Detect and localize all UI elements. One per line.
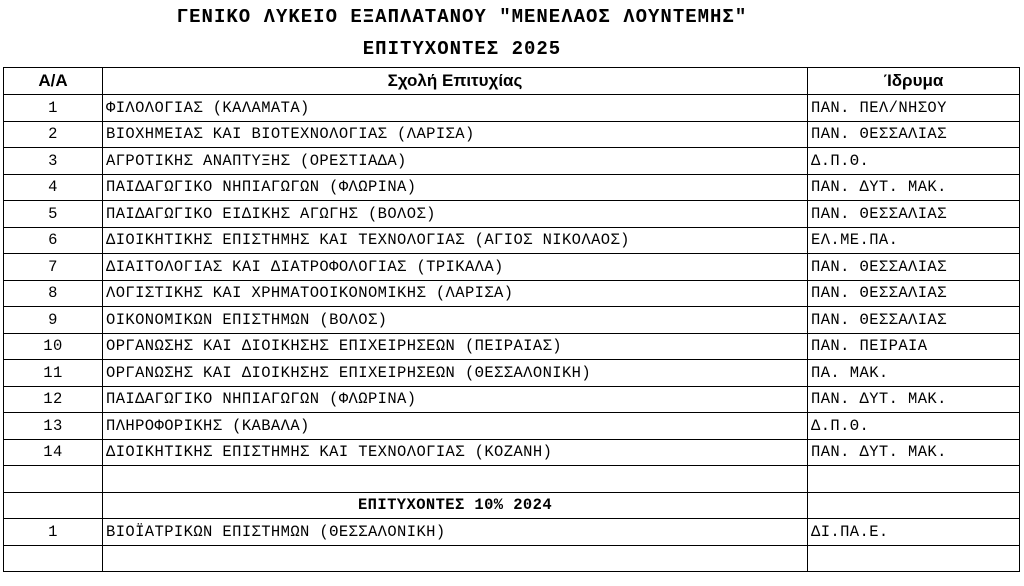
section-header-row bbox=[4, 492, 1020, 519]
row-number: 1 bbox=[4, 519, 103, 546]
row-number: 13 bbox=[4, 413, 103, 440]
column-header-institution: Ίδρυμα bbox=[808, 68, 1020, 95]
school-name: ΠΛΗΡΟΦΟΡΙΚΗΣ (ΚΑΒΑΛΑ) bbox=[103, 413, 808, 440]
table-row bbox=[4, 227, 1020, 254]
empty-cell bbox=[103, 545, 808, 572]
row-number: 11 bbox=[4, 360, 103, 387]
school-name: ΟΙΚΟΝΟΜΙΚΩΝ ΕΠΙΣΤΗΜΩΝ (ΒΟΛΟΣ) bbox=[103, 307, 808, 334]
table-row bbox=[4, 174, 1020, 201]
empty-cell bbox=[4, 492, 103, 519]
table-row bbox=[4, 519, 1020, 546]
table-row bbox=[4, 121, 1020, 148]
institution-name: ΠΑΝ. ΠΕΙΡΑΙΑ bbox=[808, 333, 1020, 360]
row-number: 8 bbox=[4, 280, 103, 307]
column-header-school: Σχολή Επιτυχίας bbox=[103, 68, 808, 95]
empty-cell bbox=[103, 466, 808, 493]
row-number: 12 bbox=[4, 386, 103, 413]
institution-name: ΠΑΝ. ΘΕΣΣΑΛΙΑΣ bbox=[808, 121, 1020, 148]
row-number: 1 bbox=[4, 95, 103, 122]
school-name: ΒΙΟΧΗΜΕΙΑΣ ΚΑΙ ΒΙΟΤΕΧΝΟΛΟΓΙΑΣ (ΛΑΡΙΣΑ) bbox=[103, 121, 808, 148]
institution-name: ΠΑΝ. ΘΕΣΣΑΛΙΑΣ bbox=[808, 280, 1020, 307]
table-row bbox=[4, 148, 1020, 175]
empty-row bbox=[4, 466, 1020, 493]
school-name: ΠΑΙΔΑΓΩΓΙΚΟ ΕΙΔΙΚΗΣ ΑΓΩΓΗΣ (ΒΟΛΟΣ) bbox=[103, 201, 808, 228]
table-row bbox=[4, 201, 1020, 228]
school-name: ΟΡΓΑΝΩΣΗΣ ΚΑΙ ΔΙΟΙΚΗΣΗΣ ΕΠΙΧΕΙΡΗΣΕΩΝ (ΘΕΣΣΑΛΟΝΙΚΗ) bbox=[103, 360, 808, 387]
section-2024-label: ΕΠΙΤΥΧΟΝΤΕΣ 10% 2024 bbox=[103, 492, 808, 519]
empty-row bbox=[4, 545, 1020, 572]
document-subtitle: ΕΠΙΤΥΧΟΝΤΕΣ 2025 bbox=[362, 38, 562, 60]
table-row bbox=[4, 280, 1020, 307]
table-row bbox=[4, 333, 1020, 360]
school-name: ΑΓΡΟΤΙΚΗΣ ΑΝΑΠΤΥΞΗΣ (ΟΡΕΣΤΙΑΔΑ) bbox=[103, 148, 808, 175]
empty-cell bbox=[4, 466, 103, 493]
school-name: ΔΙΟΙΚΗΤΙΚΗΣ ΕΠΙΣΤΗΜΗΣ ΚΑΙ ΤΕΧΝΟΛΟΓΙΑΣ (ΚΟΖΑΝΗ) bbox=[103, 439, 808, 466]
empty-cell bbox=[4, 545, 103, 572]
table-row bbox=[4, 386, 1020, 413]
row-number: 3 bbox=[4, 148, 103, 175]
table-header-row bbox=[4, 68, 1020, 95]
row-number: 14 bbox=[4, 439, 103, 466]
school-name: ΠΑΙΔΑΓΩΓΙΚΟ ΝΗΠΙΑΓΩΓΩΝ (ΦΛΩΡΙΝΑ) bbox=[103, 174, 808, 201]
document-title: ΓΕΝΙΚΟ ΛΥΚΕΙΟ ΕΞΑΠΛΑΤΑΝΟΥ "ΜΕΝΕΛΑΟΣ ΛΟΥΝΤΕΜΗΣ" bbox=[176, 6, 748, 28]
column-header-number: Α/Α bbox=[4, 68, 103, 95]
results-table bbox=[3, 67, 1020, 572]
institution-name: ΠΑΝ. ΠΕΛ/ΝΗΣΟΥ bbox=[808, 95, 1020, 122]
institution-name: ΔΙ.ΠΑ.Ε. bbox=[808, 519, 1020, 546]
institution-name: ΠΑΝ. ΘΕΣΣΑΛΙΑΣ bbox=[808, 254, 1020, 281]
institution-name: Δ.Π.Θ. bbox=[808, 148, 1020, 175]
table-row bbox=[4, 360, 1020, 387]
table-row bbox=[4, 95, 1020, 122]
empty-cell bbox=[808, 545, 1020, 572]
row-number: 9 bbox=[4, 307, 103, 334]
institution-name: Δ.Π.Θ. bbox=[808, 413, 1020, 440]
school-name: ΔΙΟΙΚΗΤΙΚΗΣ ΕΠΙΣΤΗΜΗΣ ΚΑΙ ΤΕΧΝΟΛΟΓΙΑΣ (ΑΓΙΟΣ ΝΙΚΟΛΑΟΣ) bbox=[103, 227, 808, 254]
school-name: ΦΙΛΟΛΟΓΙΑΣ (ΚΑΛΑΜΑΤΑ) bbox=[103, 95, 808, 122]
row-number: 2 bbox=[4, 121, 103, 148]
empty-cell bbox=[808, 466, 1020, 493]
school-name: ΠΑΙΔΑΓΩΓΙΚΟ ΝΗΠΙΑΓΩΓΩΝ (ΦΛΩΡΙΝΑ) bbox=[103, 386, 808, 413]
table-row bbox=[4, 254, 1020, 281]
institution-name: ΠΑΝ. ΘΕΣΣΑΛΙΑΣ bbox=[808, 201, 1020, 228]
table-row bbox=[4, 439, 1020, 466]
empty-cell bbox=[808, 492, 1020, 519]
row-number: 5 bbox=[4, 201, 103, 228]
institution-name: ΠΑ. ΜΑΚ. bbox=[808, 360, 1020, 387]
table-row bbox=[4, 413, 1020, 440]
row-number: 4 bbox=[4, 174, 103, 201]
school-name: ΒΙΟΪΑΤΡΙΚΩΝ ΕΠΙΣΤΗΜΩΝ (ΘΕΣΣΑΛΟΝΙΚΗ) bbox=[103, 519, 808, 546]
institution-name: ΠΑΝ. ΔΥΤ. ΜΑΚ. bbox=[808, 174, 1020, 201]
table-row bbox=[4, 307, 1020, 334]
institution-name: ΠΑΝ. ΔΥΤ. ΜΑΚ. bbox=[808, 386, 1020, 413]
school-name: ΛΟΓΙΣΤΙΚΗΣ ΚΑΙ ΧΡΗΜΑΤΟΟΙΚΟΝΟΜΙΚΗΣ (ΛΑΡΙΣΑ) bbox=[103, 280, 808, 307]
institution-name: ΕΛ.ΜΕ.ΠΑ. bbox=[808, 227, 1020, 254]
row-number: 7 bbox=[4, 254, 103, 281]
row-number: 10 bbox=[4, 333, 103, 360]
row-number: 6 bbox=[4, 227, 103, 254]
school-name: ΔΙΑΙΤΟΛΟΓΙΑΣ ΚΑΙ ΔΙΑΤΡΟΦΟΛΟΓΙΑΣ (ΤΡΙΚΑΛΑ) bbox=[103, 254, 808, 281]
school-name: ΟΡΓΑΝΩΣΗΣ ΚΑΙ ΔΙΟΙΚΗΣΗΣ ΕΠΙΧΕΙΡΗΣΕΩΝ (ΠΕΙΡΑΙΑΣ) bbox=[103, 333, 808, 360]
institution-name: ΠΑΝ. ΘΕΣΣΑΛΙΑΣ bbox=[808, 307, 1020, 334]
institution-name: ΠΑΝ. ΔΥΤ. ΜΑΚ. bbox=[808, 439, 1020, 466]
